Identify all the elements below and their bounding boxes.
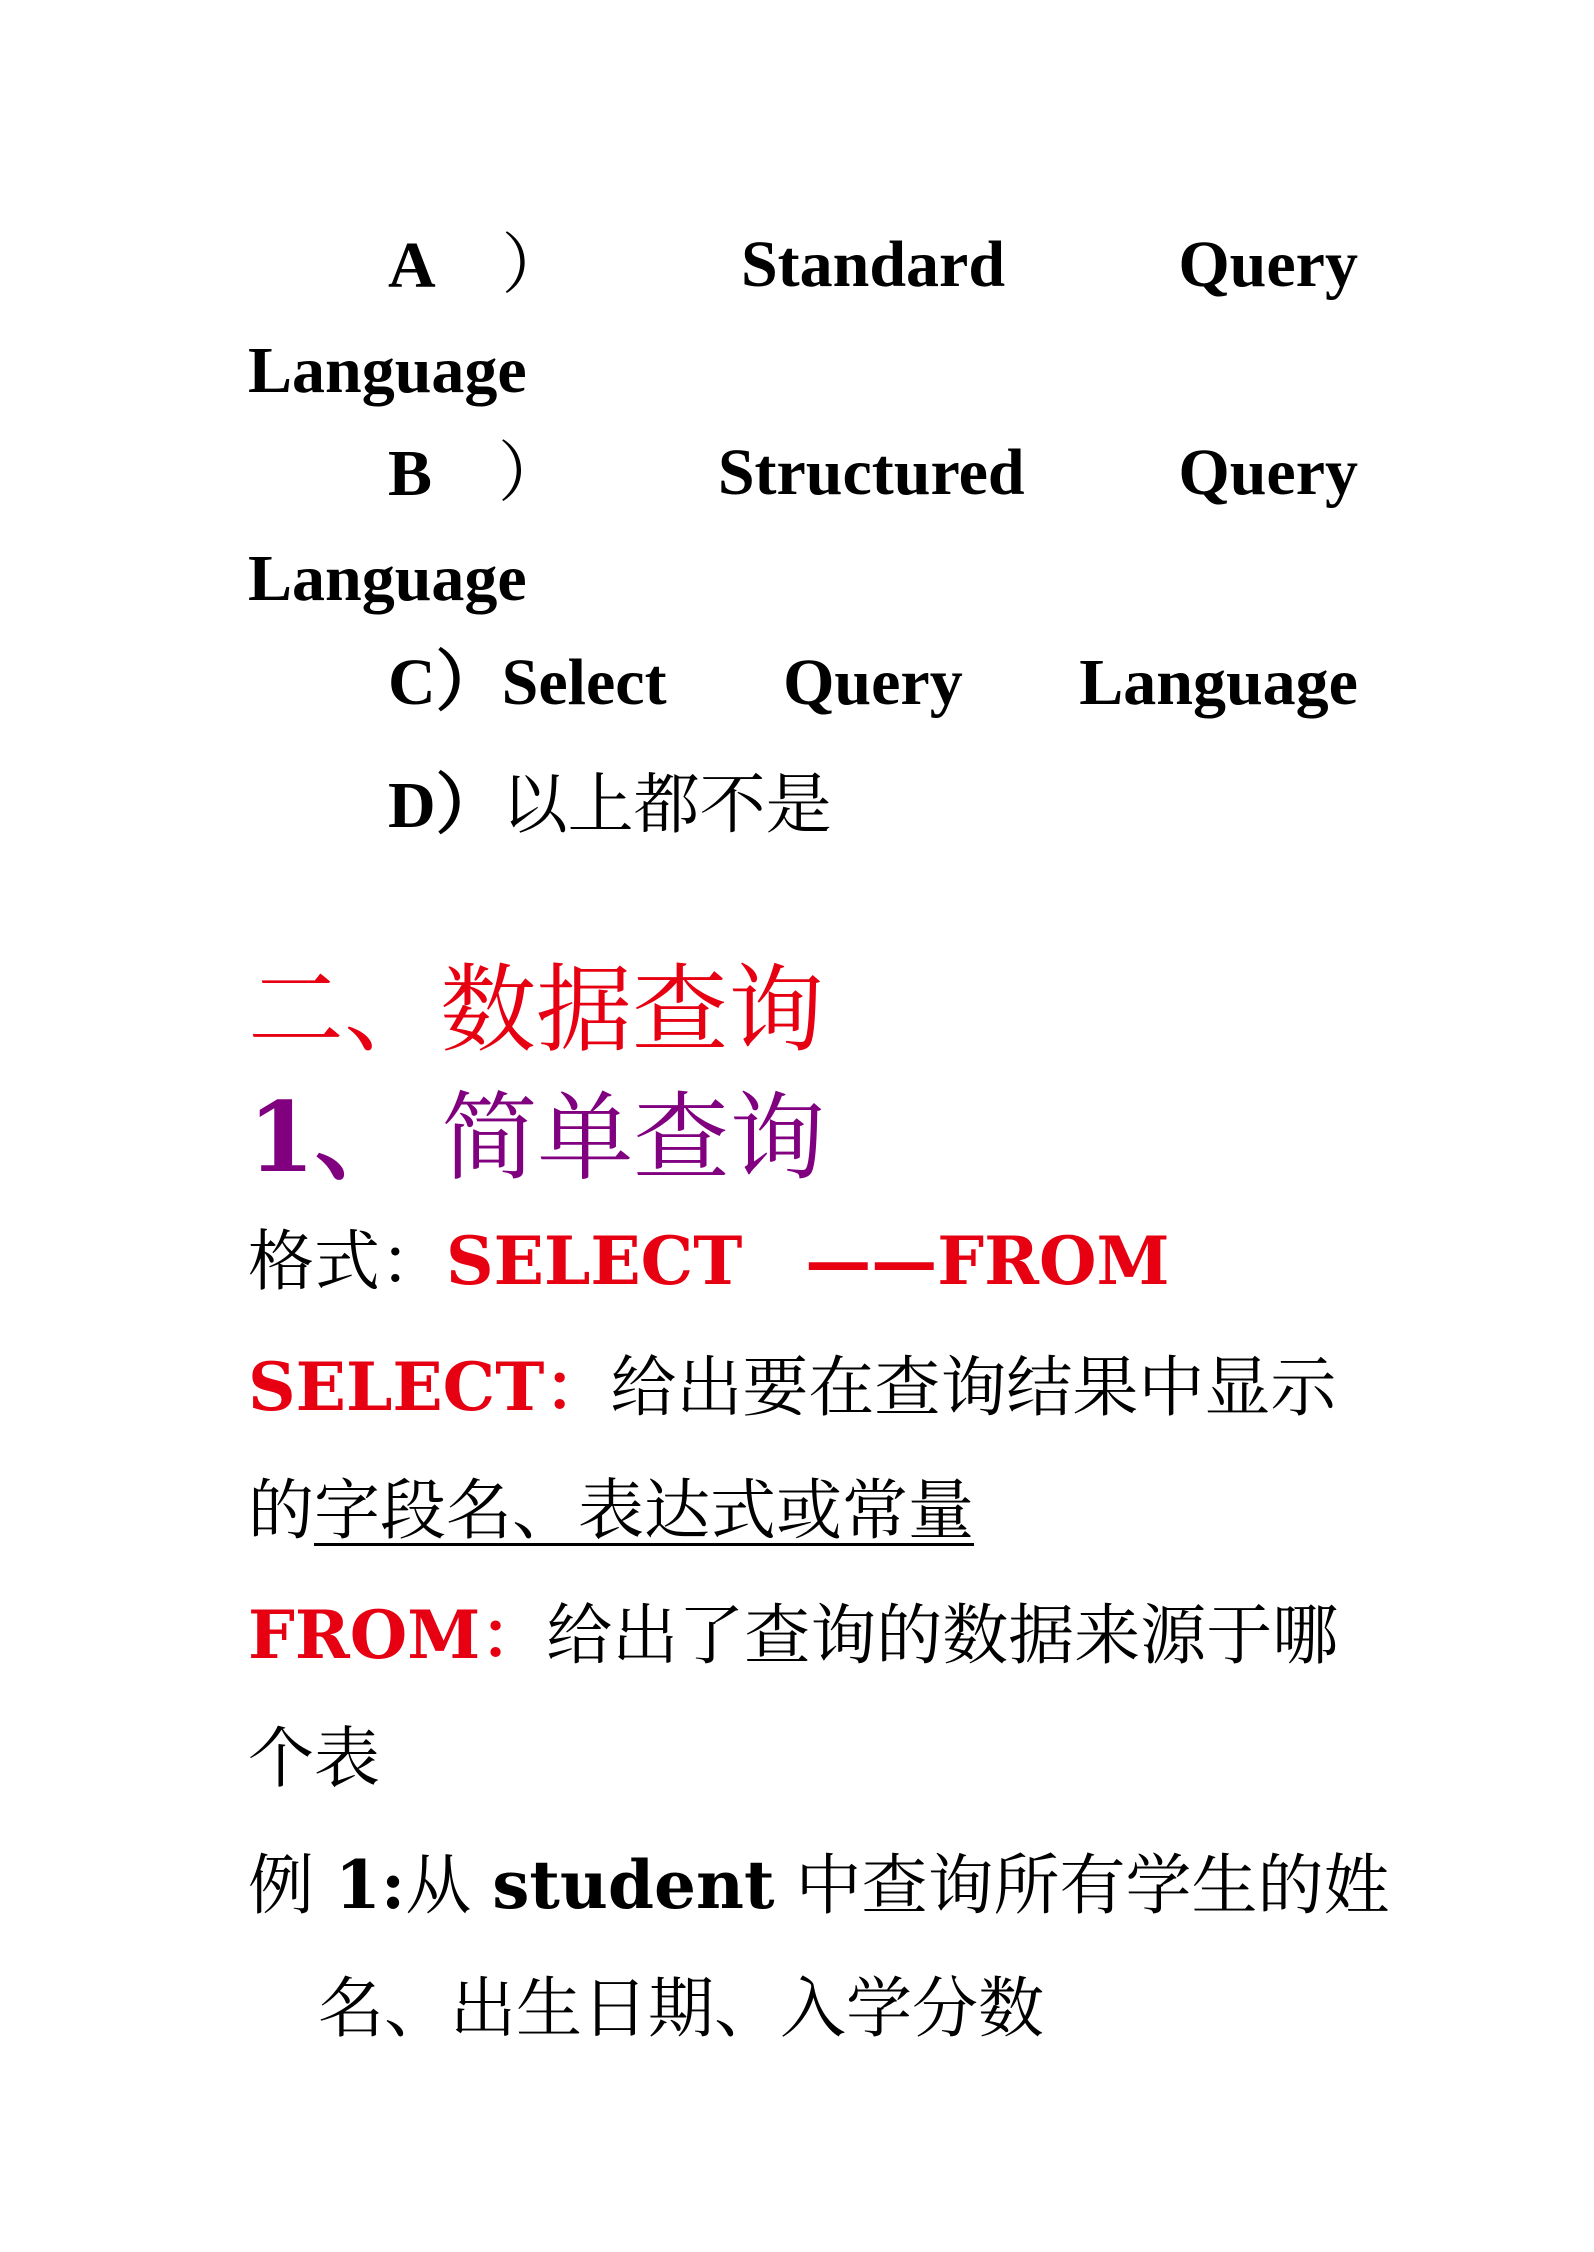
select-definition-text-1: 给出要在查询结果中显示 <box>610 1349 1337 1426</box>
select-definition-line-2 <box>248 1472 974 1549</box>
format-line <box>248 1222 1170 1300</box>
option-c-word-1: Query <box>783 646 963 719</box>
from-keyword: FROM： <box>248 1596 547 1674</box>
section-title: 二、数据查询 <box>248 954 824 1066</box>
select-definition-underlined: 字段名、表达式或常量 <box>314 1472 974 1549</box>
example-line-1 <box>248 1846 1390 1924</box>
subsection-number: 1、 <box>248 1081 411 1194</box>
example-number: 1: <box>334 1846 406 1924</box>
option-c-word-2: Language <box>1079 646 1358 719</box>
select-definition-line-1 <box>248 1348 1337 1426</box>
select-definition-prefix: 的 <box>248 1472 314 1549</box>
format-dash: —— <box>805 1222 938 1300</box>
example-pre: 从 <box>405 1847 472 1924</box>
option-b-label: B ） <box>388 434 565 511</box>
select-keyword: SELECT： <box>248 1348 611 1426</box>
option-b-continuation: Language <box>248 542 527 615</box>
from-definition-line-1 <box>248 1596 1339 1674</box>
subsection-heading <box>248 1081 826 1194</box>
option-d-line <box>388 766 832 843</box>
option-a-label: A ） <box>388 226 568 303</box>
option-a-word-1: Standard <box>740 228 1006 301</box>
option-b-word-1: Structured <box>717 436 1025 509</box>
option-c-label: C）Select <box>388 646 667 719</box>
format-keyword-from: FROM <box>937 1222 1170 1300</box>
option-b-word-2: Query <box>1178 436 1358 509</box>
option-b-line <box>388 434 1358 511</box>
example-prefix: 例 <box>248 1847 314 1924</box>
option-d-text: 以上都不是 <box>501 766 832 843</box>
example-table-name: student <box>492 1846 775 1924</box>
format-keyword-select: SELECT <box>446 1222 743 1300</box>
option-a-line <box>388 226 1358 303</box>
from-definition-line-2: 个表 <box>248 1720 380 1797</box>
format-label: 格式： <box>248 1223 446 1300</box>
option-c-line <box>388 646 1358 719</box>
option-d-label: D） <box>388 769 502 842</box>
option-a-continuation: Language <box>248 334 527 407</box>
subsection-title: 简单查询 <box>441 1082 826 1194</box>
option-a-word-2: Query <box>1178 228 1358 301</box>
from-definition-text-1: 给出了查询的数据来源于哪 <box>546 1597 1339 1674</box>
example-text-1: 中查询所有学生的姓 <box>795 1847 1390 1924</box>
example-line-2: 名、出生日期、入学分数 <box>318 1970 1044 2047</box>
